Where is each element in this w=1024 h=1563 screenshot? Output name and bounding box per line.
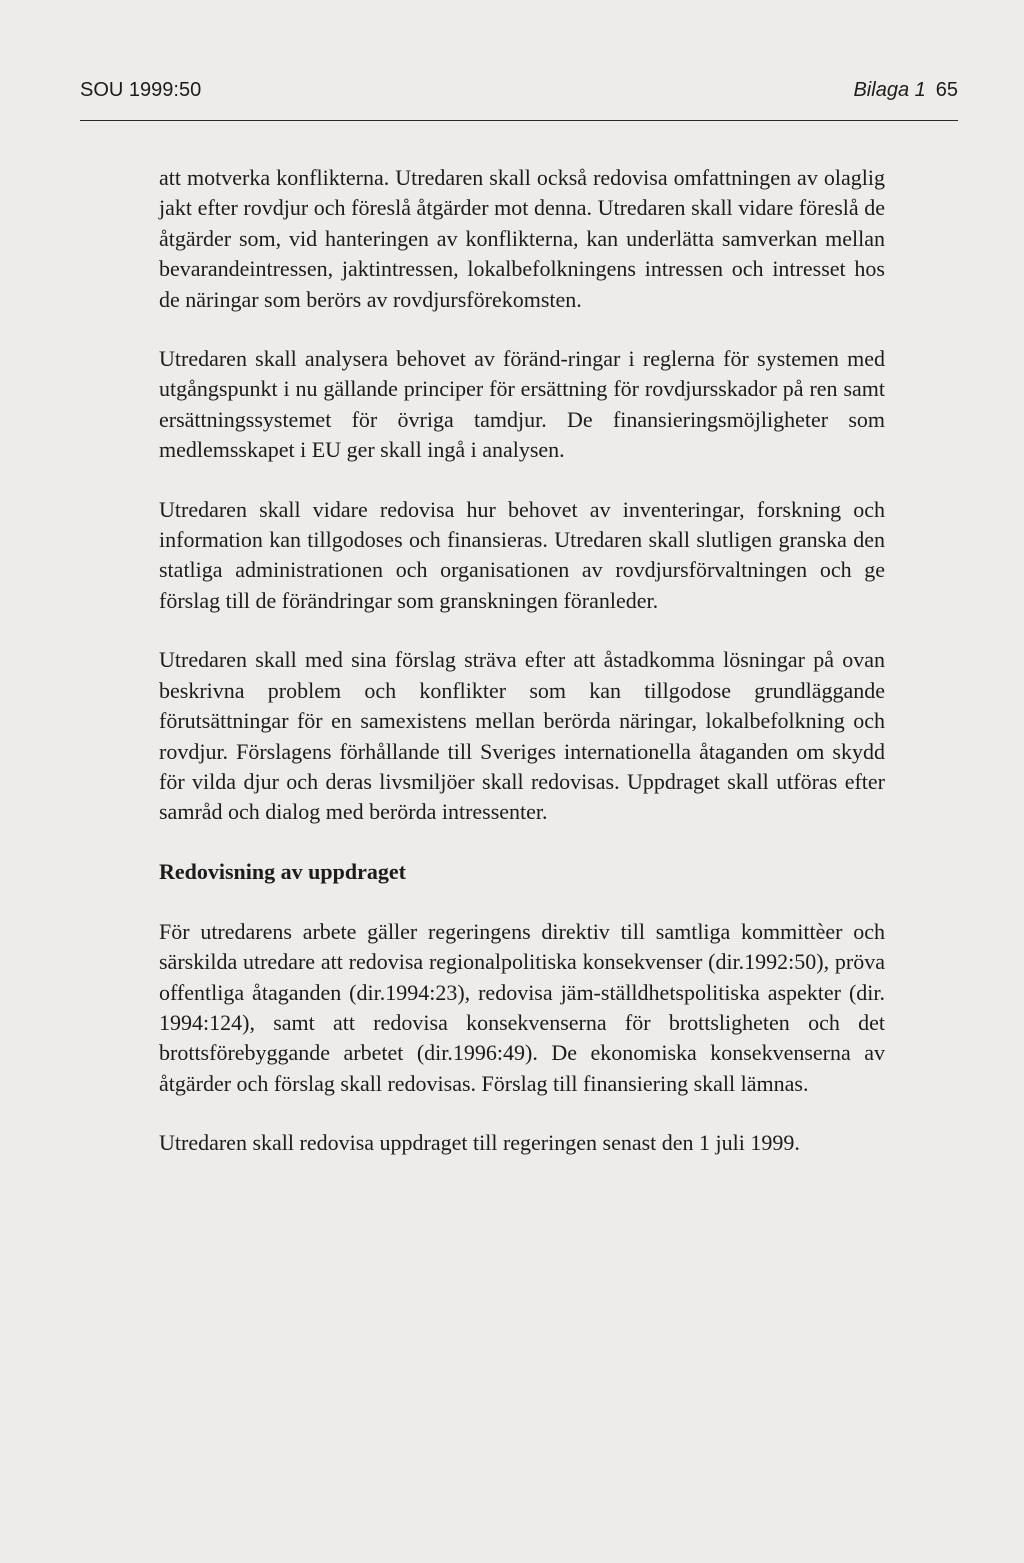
paragraph: Utredaren skall vidare redovisa hur behovet av inventeringar, forskning och information kan tillgodoses och finansieras. Utredaren skall slutligen granska den statliga administrationen och organisationen av rovdjursförvaltningen och ge förslag till de förändringar som granskningen föranleder. [159,496,885,613]
header-divider [80,120,958,121]
page-number: 65 [935,79,958,101]
body-text [159,163,885,1188]
paragraph: att motverka konflikterna. Utredaren skall också redovisa omfattningen av olaglig jakt efter rovdjur och föreslå åtgärder mot denna. Utredaren skall vidare föreslå de åtgärder som, vid hanteringen av konflikterna, kan underlätta samverkan mellan bevarandeintressen, jaktintressen, lokalbefolkningens intressen och intresset hos de näringar som berörs av rovdjursförekomsten. [159,165,885,312]
appendix-label: Bilaga 1 [853,79,926,101]
page-info [853,76,958,104]
paragraph: För utredarens arbete gäller regeringens direktiv till samtliga kommittèer och särskilda utredare att redovisa regionalpolitiska konsekvenser (dir.1992:50), pröva offentliga åtaganden (dir.1994:23), redovisa jäm-ställdhetspolitiska aspekter (dir. 1994:124), samt att redovisa konsekvenserna för brottsligheten och det brottsförebyggande arbetet (dir.1996:49). De ekonomiska konsekvenserna av åtgärder och förslag skall redovisas. Förslag till finansiering skall lämnas. [159,918,885,1096]
section-heading: Redovisning av uppdraget [159,858,406,884]
paragraph: Utredaren skall redovisa uppdraget till regeringen senast den 1 juli 1999. [159,1130,800,1156]
paragraph: Utredaren skall med sina förslag sträva efter att åstadkomma lösningar på ovan beskrivna problem och konflikter som kan tillgodose grundläggande förutsättningar för en samexistens mellan berörda näringar, lokalbefolkning och rovdjur. Förslagens förhållande till Sveriges internationella åtaganden om skydd för vilda djur och deras livsmiljöer skall redovisas. Uppdraget skall utföras efter samråd och dialog med berörda intressenter. [159,647,885,825]
paragraph: Utredaren skall analysera behovet av föränd-ringar i reglerna för systemen med utgångspunkt i nu gällande principer för ersättning för rovdjursskador på ren samt ersättningssystemet för övriga tamdjur. De finansieringsmöjligheter som medlemsskapet i EU ger skall ingå i analysen. [159,346,885,463]
running-header [80,76,958,106]
report-series-label: SOU 1999:50 [80,79,202,101]
